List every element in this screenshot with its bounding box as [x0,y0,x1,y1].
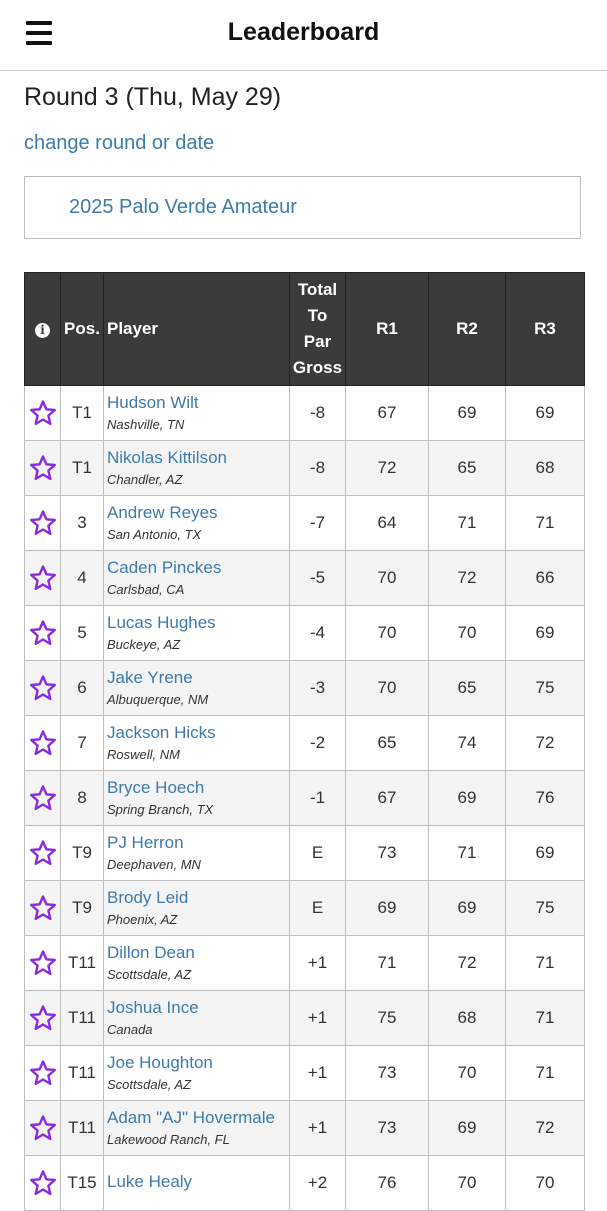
table-row [25,881,585,936]
r2-score-cell: 65 [429,661,506,716]
player-cell [104,1046,290,1101]
r3-header: R3 [506,273,585,386]
position-cell: 6 [61,661,104,716]
star-outline-icon[interactable] [29,784,57,812]
r2-score-cell: 70 [429,1046,506,1101]
favorite-cell [25,496,61,551]
favorite-cell [25,1156,61,1211]
player-cell [104,551,290,606]
r3-score-cell: 69 [506,606,585,661]
position-cell: 4 [61,551,104,606]
position-cell: T11 [61,1101,104,1156]
star-outline-icon[interactable] [29,564,57,592]
table-row [25,386,585,441]
player-hometown: Scottsdale, AZ [107,1076,192,1092]
table-row [25,1046,585,1101]
favorite-cell [25,1046,61,1101]
player-name-link[interactable]: Brody Leid [107,887,189,907]
r2-score-cell: 68 [429,991,506,1046]
player-cell [104,991,290,1046]
total-to-par-cell: +1 [290,936,346,991]
player-hometown: Scottsdale, AZ [107,966,192,982]
r2-score-cell: 70 [429,1156,506,1211]
r3-score-cell: 75 [506,661,585,716]
player-cell [104,771,290,826]
top-bar [0,0,607,71]
star-outline-icon[interactable] [29,1114,57,1142]
r2-score-cell: 74 [429,716,506,771]
star-outline-icon[interactable] [29,1004,57,1032]
info-header[interactable] [25,273,61,386]
r2-score-cell: 72 [429,551,506,606]
player-header: Player [104,273,290,386]
player-name-link[interactable]: Joe Houghton [107,1052,213,1072]
table-row [25,496,585,551]
favorite-cell [25,386,61,441]
position-cell: T11 [61,991,104,1046]
player-hometown: Roswell, NM [107,746,180,762]
position-cell: T9 [61,881,104,936]
position-cell: 5 [61,606,104,661]
r2-score-cell: 69 [429,1101,506,1156]
player-name-link[interactable]: Jackson Hicks [107,722,216,742]
favorite-cell [25,1101,61,1156]
player-name-link[interactable]: Lucas Hughes [107,612,216,632]
player-hometown: Buckeye, AZ [107,636,181,652]
r3-score-cell: 71 [506,936,585,991]
page-title: Leaderboard [227,18,380,46]
event-selector[interactable] [24,176,581,239]
star-outline-icon[interactable] [29,674,57,702]
position-cell: 7 [61,716,104,771]
total-to-par-cell: E [290,826,346,881]
leaderboard-table [24,272,585,1211]
table-row [25,936,585,991]
r1-score-cell: 69 [346,881,429,936]
event-name-link[interactable]: 2025 Palo Verde Amateur [69,196,297,218]
player-cell [104,881,290,936]
player-hometown: Carlsbad, CA [107,581,185,597]
r3-score-cell: 69 [506,386,585,441]
r1-score-cell: 70 [346,661,429,716]
star-outline-icon[interactable] [29,1169,57,1197]
player-name-link[interactable]: Bryce Hoech [107,777,205,797]
table-row [25,716,585,771]
star-outline-icon[interactable] [29,1059,57,1087]
player-hometown: Nashville, TN [107,416,185,432]
change-round-link[interactable]: change round or date [24,132,215,154]
r1-score-cell: 73 [346,1046,429,1101]
position-cell: T11 [61,936,104,991]
r1-score-cell: 75 [346,991,429,1046]
position-cell: 8 [61,771,104,826]
total-to-par-cell: +1 [290,991,346,1046]
r3-score-cell: 70 [506,1156,585,1211]
table-row [25,1101,585,1156]
r1-score-cell: 64 [346,496,429,551]
position-cell: T9 [61,826,104,881]
favorite-cell [25,881,61,936]
player-name-link[interactable]: Nikolas Kittilson [107,447,227,467]
table-row [25,551,585,606]
favorite-cell [25,661,61,716]
player-cell [104,661,290,716]
favorite-cell [25,606,61,661]
table-row [25,606,585,661]
favorite-cell [25,716,61,771]
r3-score-cell: 71 [506,1046,585,1101]
player-cell [104,826,290,881]
total-header-line2: To [307,306,328,325]
total-header-line3: Par [303,332,332,351]
position-cell: T1 [61,386,104,441]
pos-header: Pos. [61,273,104,386]
player-cell [104,386,290,441]
player-name-link[interactable]: Joshua Ince [107,997,199,1017]
position-cell: T1 [61,441,104,496]
table-row [25,661,585,716]
total-to-par-cell: -8 [290,386,346,441]
r1-score-cell: 73 [346,826,429,881]
round-title: Round 3 (Thu, May 29) [24,83,282,111]
table-row [25,826,585,881]
r1-header: R1 [346,273,429,386]
total-header-line4: Gross [292,358,343,377]
table-row [25,441,585,496]
player-cell [104,716,290,771]
player-hometown: Albuquerque, NM [107,691,209,707]
info-icon[interactable]: i [35,323,50,338]
player-name-link[interactable]: Adam "AJ" Hovermale [107,1107,275,1127]
player-cell [104,606,290,661]
r2-score-cell: 69 [429,771,506,826]
r2-score-cell: 69 [429,386,506,441]
total-to-par-cell: -4 [290,606,346,661]
player-cell [104,936,290,991]
r1-score-cell: 67 [346,771,429,826]
favorite-cell [25,991,61,1046]
position-cell: T11 [61,1046,104,1101]
player-cell [104,441,290,496]
r2-score-cell: 69 [429,881,506,936]
r1-score-cell: 71 [346,936,429,991]
total-to-par-cell: -7 [290,496,346,551]
star-outline-icon[interactable] [29,839,57,867]
player-cell [104,496,290,551]
r3-score-cell: 71 [506,991,585,1046]
r3-score-cell: 68 [506,441,585,496]
r3-score-cell: 66 [506,551,585,606]
favorite-cell [25,441,61,496]
star-outline-icon[interactable] [29,619,57,647]
player-name-link[interactable]: Luke Healy [107,1171,193,1191]
player-hometown: Canada [107,1021,153,1037]
total-header-line1: Total [297,280,338,299]
total-to-par-cell: -5 [290,551,346,606]
r1-score-cell: 76 [346,1156,429,1211]
player-name-link[interactable]: Dillon Dean [107,942,195,962]
total-to-par-cell: -3 [290,661,346,716]
r2-score-cell: 65 [429,441,506,496]
table-row [25,771,585,826]
favorite-cell [25,936,61,991]
r1-score-cell: 67 [346,386,429,441]
r1-score-cell: 72 [346,441,429,496]
r2-score-cell: 71 [429,826,506,881]
total-to-par-cell: -8 [290,441,346,496]
table-header-row [25,273,585,386]
star-outline-icon[interactable] [29,509,57,537]
total-to-par-header [290,273,346,386]
player-cell [104,1156,290,1211]
player-hometown: Phoenix, AZ [107,911,178,927]
r3-score-cell: 69 [506,826,585,881]
favorite-cell [25,771,61,826]
star-outline-icon[interactable] [29,949,57,977]
r3-score-cell: 75 [506,881,585,936]
position-cell: 3 [61,496,104,551]
total-to-par-cell: E [290,881,346,936]
r2-score-cell: 70 [429,606,506,661]
table-row [25,991,585,1046]
position-cell: T15 [61,1156,104,1211]
player-hometown: Lakewood Ranch, FL [107,1131,230,1147]
total-to-par-cell: +2 [290,1156,346,1211]
r3-score-cell: 76 [506,771,585,826]
player-name-link[interactable]: Andrew Reyes [107,502,218,522]
player-name-link[interactable]: Jake Yrene [107,667,193,687]
favorite-cell [25,826,61,881]
player-hometown: Spring Branch, TX [107,801,214,817]
star-outline-icon[interactable] [29,894,57,922]
player-name-link[interactable]: PJ Herron [107,832,184,852]
r1-score-cell: 73 [346,1101,429,1156]
total-to-par-cell: +1 [290,1101,346,1156]
r1-score-cell: 70 [346,606,429,661]
star-outline-icon[interactable] [29,729,57,757]
r3-score-cell: 72 [506,1101,585,1156]
total-to-par-cell: -2 [290,716,346,771]
player-cell [104,1101,290,1156]
player-hometown: San Antonio, TX [107,526,202,542]
player-hometown: Deephaven, MN [107,856,201,872]
total-to-par-cell: +1 [290,1046,346,1101]
favorite-cell [25,551,61,606]
r3-score-cell: 71 [506,496,585,551]
player-hometown: Chandler, AZ [107,471,183,487]
r3-score-cell: 72 [506,716,585,771]
r1-score-cell: 65 [346,716,429,771]
r2-score-cell: 71 [429,496,506,551]
player-name-link[interactable]: Caden Pinckes [107,557,222,577]
table-row [25,1156,585,1211]
total-to-par-cell: -1 [290,771,346,826]
r2-header: R2 [429,273,506,386]
player-name-link[interactable]: Hudson Wilt [107,392,199,412]
star-outline-icon[interactable] [29,399,57,427]
r2-score-cell: 72 [429,936,506,991]
r1-score-cell: 70 [346,551,429,606]
star-outline-icon[interactable] [29,454,57,482]
